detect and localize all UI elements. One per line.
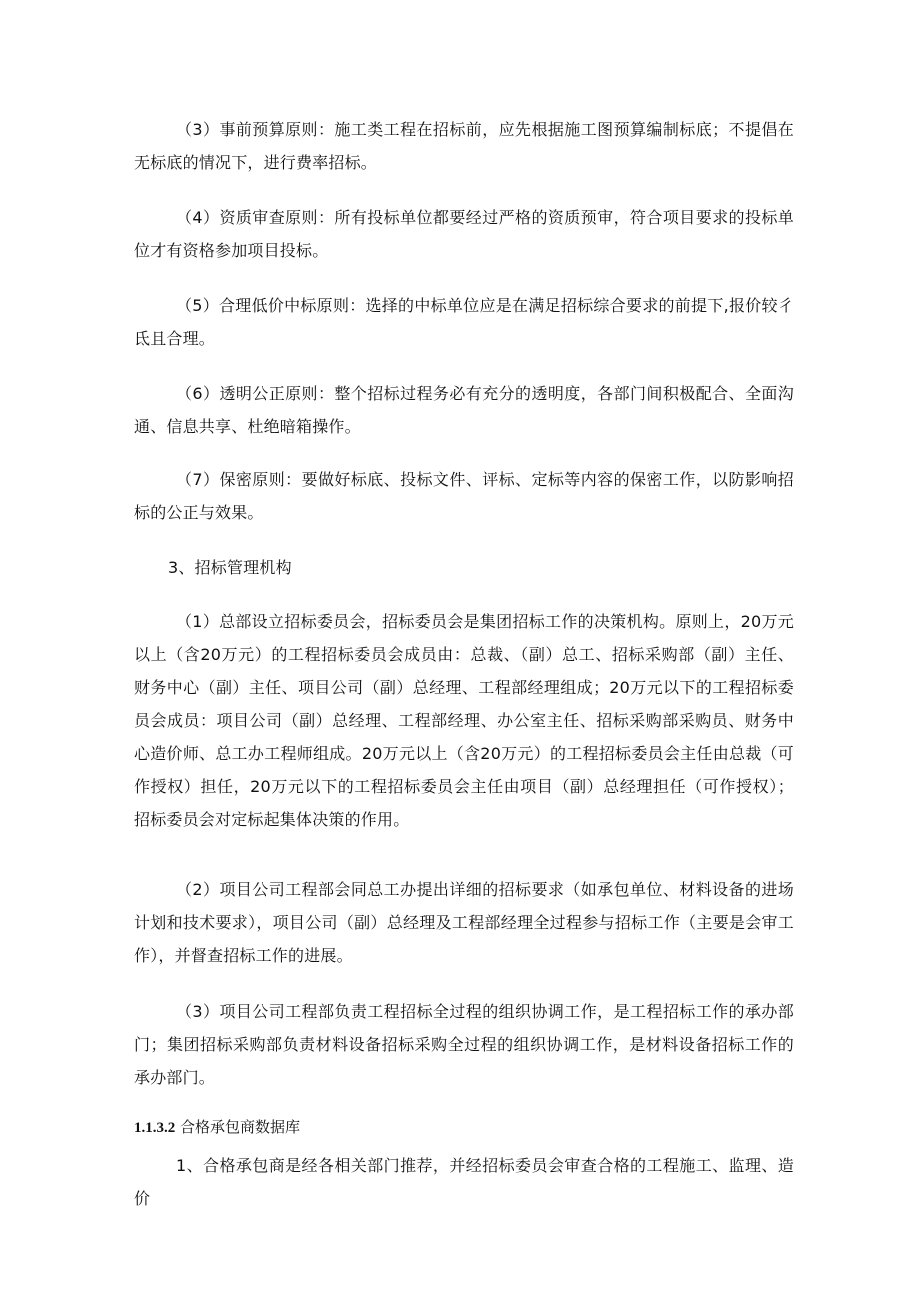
principle-qualification: （4）资质审查原则：所有投标单位都要经过严格的资质预审，符合项目要求的投标单位才有资格参加项目投标。 bbox=[134, 208, 794, 260]
management-coordination: （3）项目公司工程部负责工程招标全过程的组织协调工作，是工程招标工作的承办部门；集团招标采购部负责材料设备招标采购全过程的组织协调工作，是材料设备招标工作的承办部门。 bbox=[134, 1002, 794, 1087]
management-committee: （1）总部设立招标委员会，招标委员会是集团招标工作的决策机构。原则上，20万元以上（含20万元）的工程招标委员会成员由：总裁、（副）总工、招标采购部（副）主任、财务中心（副）主任、项目公司（副）总经理、工程部经理组成；20万元以下的工程招标委员会成员：项目公司（副）总经理、工程部经理、办公室主任、招标采购部采购员、财务中心造价师、总工办工程师组成。20万元以上（含20万元）的工程招标委员会主任由总裁（可作授权）担任，20万元以下的工程招标委员会主任由项目（副）总经理担任（可作授权）；招标委员会对定标起集体决策的作用。 bbox=[134, 612, 794, 829]
heading-title: 合格承包商数据库 bbox=[180, 1118, 301, 1136]
principle-low-price: （5）合理低价中标原则：选择的中标单位应是在满足招标综合要求的前提下,报价较彳氐且合理。 bbox=[134, 296, 794, 348]
management-requirements: （2）项目公司工程部会同总工办提出详细的招标要求（如承包单位、材料设备的进场计划和技术要求），项目公司（副）总经理及工程部经理全过程参与招标工作（主要是会审工作），并督查招标工作的进展。 bbox=[134, 880, 794, 965]
heading-number: 1.1.3.2 bbox=[134, 1120, 176, 1136]
principle-confidentiality: （7）保密原则：要做好标底、投标文件、评标、定标等内容的保密工作，以防影响招标的公正与效果。 bbox=[134, 470, 794, 522]
principle-transparency: （6）透明公正原则：整个招标过程务必有充分的透明度，各部门间积极配合、全面沟通、信息共享、杜绝暗箱操作。 bbox=[134, 384, 794, 436]
subsection-heading bbox=[134, 1115, 794, 1140]
contractor-paragraph: 1、合格承包商是经各相关部门推荐，并经招标委员会审查合格的工程施工、监理、造价 bbox=[134, 1156, 794, 1208]
principle-budget: （3）事前预算原则：施工类工程在招标前，应先根据施工图预算编制标底；不提倡在无标底的情况下，进行费率招标。 bbox=[134, 120, 794, 172]
section-title-management: 3、招标管理机构 bbox=[168, 558, 292, 577]
